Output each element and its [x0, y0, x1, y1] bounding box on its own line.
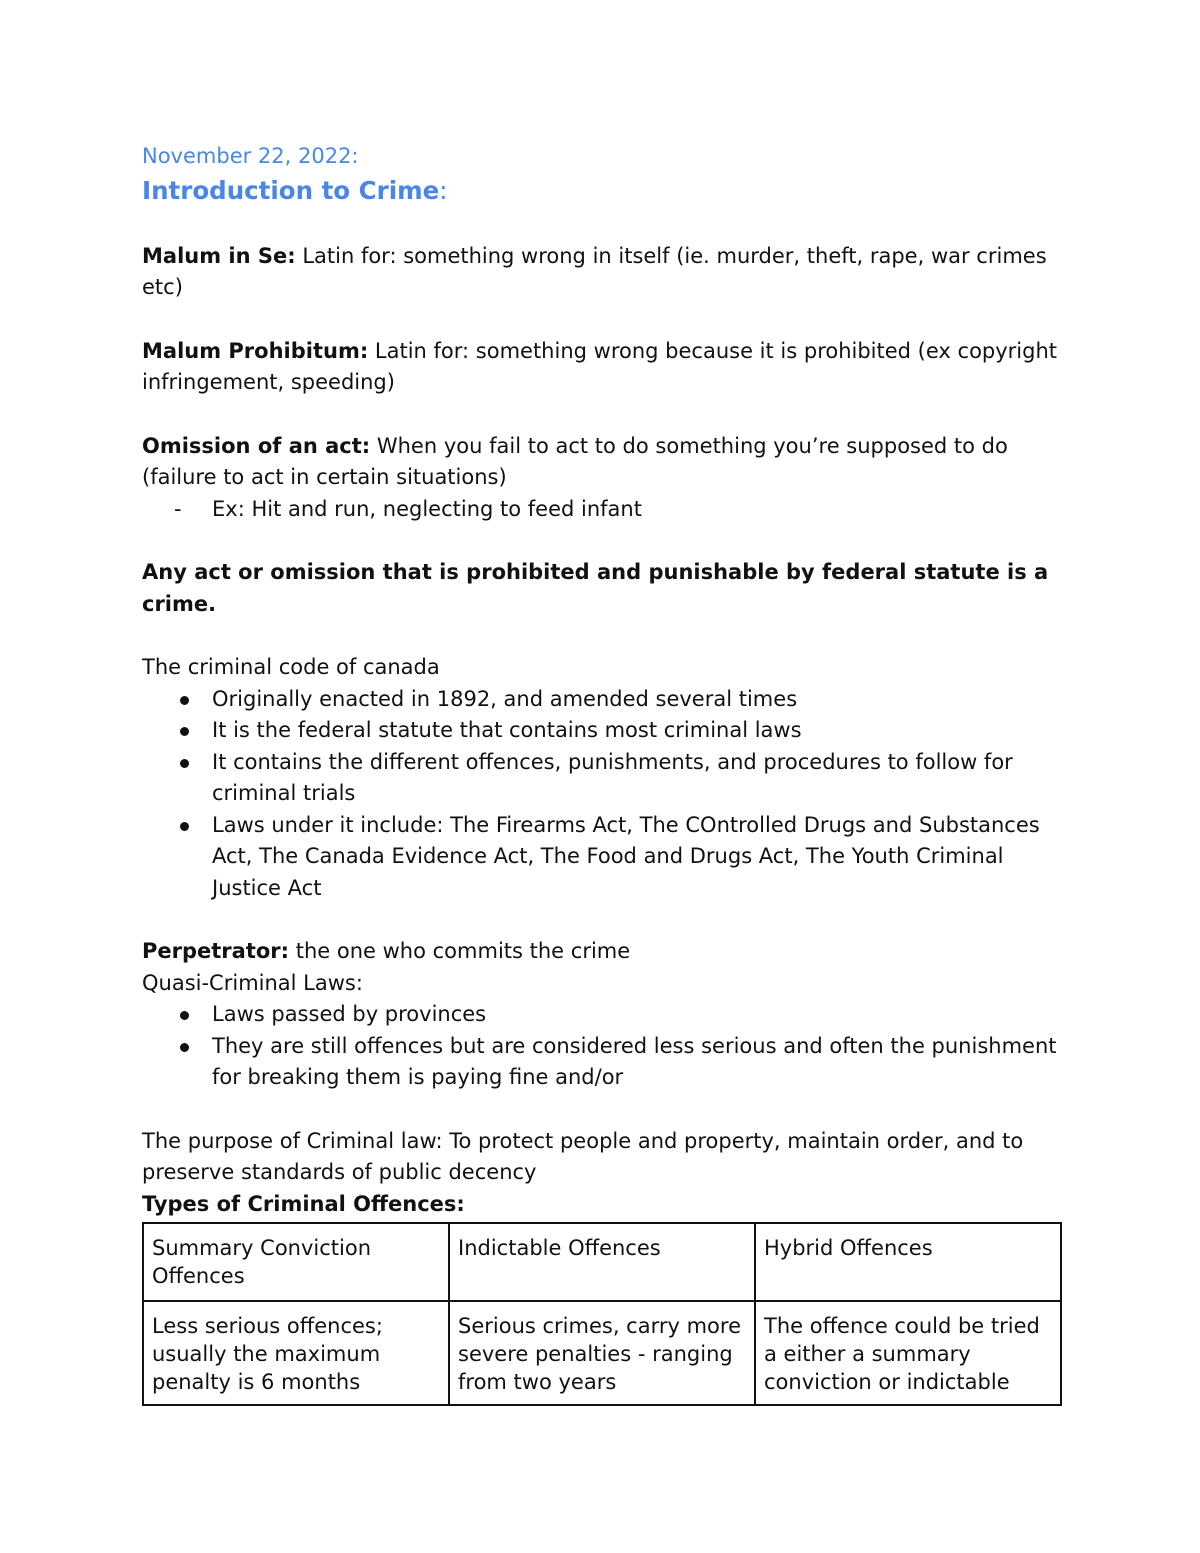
crime-definition: [142, 557, 1062, 620]
offences-table: [142, 1222, 1062, 1406]
list-item: Laws under it include: The Firearms Act, The COntrolled Drugs and Substances Act, The Canada Evidence Act, The Food and Drugs Act, The Youth Criminal Justice Act: [142, 810, 1062, 905]
types-heading-text: Types of Criminal Offences:: [142, 1191, 465, 1216]
list-item: Laws passed by provinces: [142, 999, 1062, 1031]
page-title-text: Introduction to Crime: [142, 175, 440, 205]
list-item: It contains the different offences, punishments, and procedures to follow for criminal trials: [142, 747, 1062, 810]
omission-example-text: Ex: Hit and run, neglecting to feed infant: [212, 496, 642, 521]
malum-in-se-definition: [142, 241, 1062, 304]
criminal-code-list: [142, 684, 1062, 905]
omission-text: When you fail to act to do something you’re supposed to do (failure to act in certain situations): [142, 433, 1008, 489]
list-item: They are still offences but are considered less serious and often the punishment for breaking them is paying fine and/or: [142, 1031, 1062, 1094]
table-row: [143, 1301, 1061, 1405]
malum-in-se-text: Latin for: something wrong in itself (ie. murder, theft, rape, war crimes etc): [142, 243, 1047, 299]
list-item: Originally enacted in 1892, and amended several times: [142, 684, 1062, 716]
malum-prohibitum-definition: [142, 336, 1062, 399]
table-cell: The offence could be tried a either a summary conviction or indictable: [755, 1301, 1061, 1405]
page-title-colon: :: [439, 175, 448, 205]
malum-in-se-term: Malum in Se:: [142, 243, 296, 268]
table-cell: Less serious offences; usually the maximum penalty is 6 months: [143, 1301, 449, 1405]
page-title: [142, 173, 1062, 209]
note-date: November 22, 2022:: [142, 144, 359, 168]
crime-definition-text: Any act or omission that is prohibited and punishable by federal statute is a crime.: [142, 560, 1049, 616]
omission-examples: [142, 494, 1062, 526]
perpetrator-term: Perpetrator:: [142, 939, 290, 963]
perpetrator-definition: [142, 936, 1062, 968]
list-item: It is the federal statute that contains most criminal laws: [142, 715, 1062, 747]
document-body: [142, 141, 1062, 1406]
table-header-cell: Hybrid Offences: [755, 1223, 1061, 1301]
table-cell: Serious crimes, carry more severe penalties - ranging from two years: [449, 1301, 755, 1405]
quasi-criminal-list: [142, 999, 1062, 1094]
quasi-criminal-intro: Quasi-Criminal Laws:: [142, 970, 363, 995]
table-row: [143, 1223, 1061, 1301]
malum-prohibitum-text: Latin for: something wrong because it is prohibited (ex copyright infringement, speeding): [142, 338, 1058, 394]
malum-prohibitum-term: Malum Prohibitum:: [142, 338, 369, 363]
types-heading: [142, 1189, 1062, 1221]
dash-marker: -: [174, 496, 182, 521]
omission-definition: [142, 431, 1062, 494]
table-header-cell: Indictable Offences: [449, 1223, 755, 1301]
table-header-cell: Summary Conviction Offences: [143, 1223, 449, 1301]
criminal-code-intro: The criminal code of canada: [142, 655, 440, 679]
omission-term: Omission of an act:: [142, 433, 371, 458]
list-item: [142, 494, 1062, 526]
purpose-statement: The purpose of Criminal law: To protect people and property, maintain order, and to preserve standards of public decency: [142, 1128, 1024, 1184]
perpetrator-text: the one who commits the crime: [289, 939, 631, 963]
